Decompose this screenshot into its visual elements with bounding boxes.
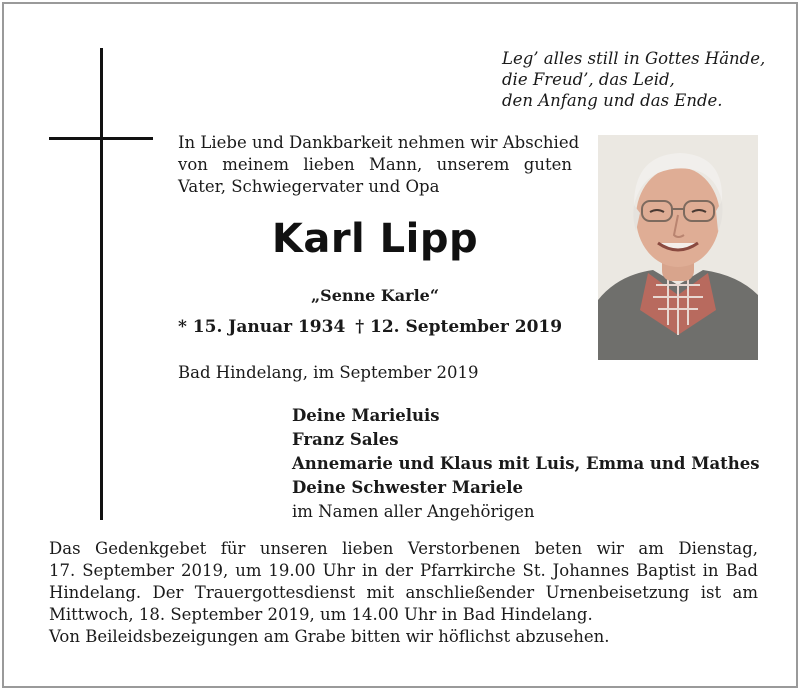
footer-line: Das Gedenkgebet für unseren lieben Verstorbenen beten wir am Dienstag,: [49, 539, 758, 558]
mourners-closing: im Namen aller Angehörigen: [292, 502, 535, 521]
deceased-name: Karl Lipp: [271, 216, 479, 262]
place-date: Bad Hindelang, im September 2019: [178, 363, 479, 382]
verse-line: den Anfang und das Ende.: [502, 91, 723, 110]
verse: [502, 48, 765, 111]
service-information: [49, 538, 758, 648]
life-dates: [178, 317, 572, 337]
intro-line: In Liebe und Dankbarkeit nehmen wir Abschied: [178, 133, 580, 152]
mourner-line: Deine Marieluis: [292, 406, 440, 425]
obituary-notice: [2, 2, 798, 688]
birth-date: * 15. Januar 1934: [178, 317, 346, 337]
footer-line: 17. September 2019, um 19.00 Uhr in der Pfarrkirche St. Johannes Baptist in Bad: [49, 561, 758, 580]
footer-line: Von Beileidsbezeigungen am Grabe bitten wir höflichst abzusehen.: [49, 627, 610, 646]
portrait-photo: [598, 135, 758, 360]
intro-line: von meinem lieben Mann, unserem guten: [178, 155, 572, 174]
mourners: [292, 404, 760, 524]
intro-line: Vater, Schwiegervater und Opa: [178, 177, 440, 196]
deceased-nickname: „Senne Karle“: [310, 286, 440, 305]
cross-vertical-bar: [100, 48, 103, 520]
cross-horizontal-bar: [49, 137, 153, 140]
mourner-line: Annemarie und Klaus mit Luis, Emma und Mathes: [292, 454, 760, 473]
death-date: † 12. September 2019: [355, 317, 563, 337]
footer-line: Hindelang. Der Trauergottesdienst mit anschließender Urnenbeisetzung ist am: [49, 583, 758, 602]
portrait-image: [598, 135, 758, 360]
verse-line: die Freud’, das Leid,: [502, 70, 675, 89]
footer-line: Mittwoch, 18. September 2019, um 14.00 Uhr in Bad Hindelang.: [49, 605, 593, 624]
verse-line: Leg’ alles still in Gottes Hände,: [502, 49, 766, 68]
intro-text: [178, 132, 580, 198]
mourner-line: Franz Sales: [292, 430, 399, 449]
mourner-line: Deine Schwester Mariele: [292, 478, 523, 497]
